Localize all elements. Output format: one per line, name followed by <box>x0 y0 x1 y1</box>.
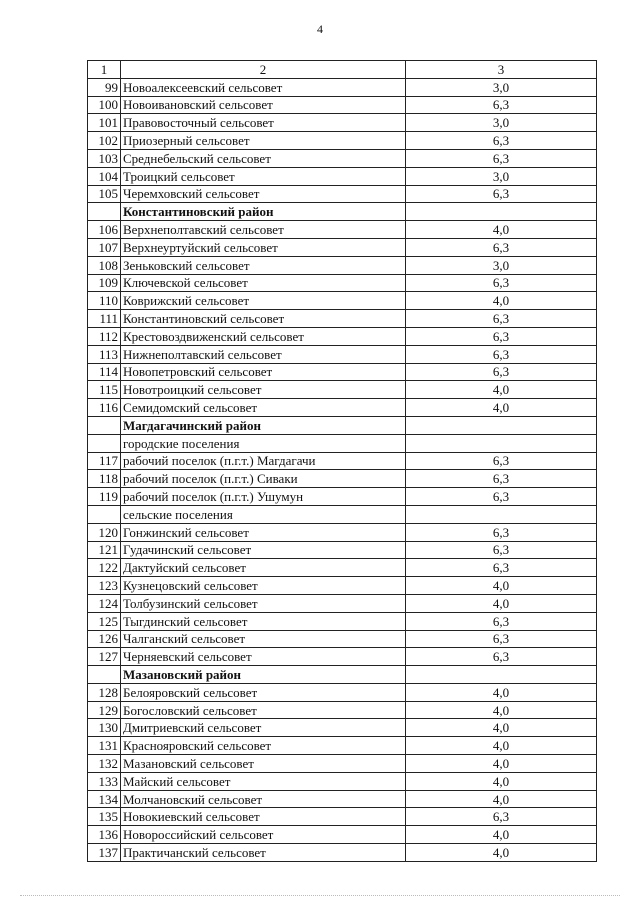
settlement-name: Константиновский сельсовет <box>121 310 406 328</box>
rate-value: 6,3 <box>406 132 597 150</box>
row-number: 122 <box>88 559 121 577</box>
table-row <box>88 96 597 114</box>
row-number: 124 <box>88 594 121 612</box>
table-row <box>88 167 597 185</box>
row-number: 127 <box>88 648 121 666</box>
table-row <box>88 185 597 203</box>
header-col-3: 3 <box>406 61 597 79</box>
settlement-name: Новотроицкий сельсовет <box>121 381 406 399</box>
settlement-name: рабочий поселок (п.г.т.) Магдагачи <box>121 452 406 470</box>
subheader-row <box>88 434 597 452</box>
table-row <box>88 844 597 862</box>
rate-value: 6,3 <box>406 185 597 203</box>
settlement-name: Кузнецовский сельсовет <box>121 577 406 595</box>
table-row <box>88 488 597 506</box>
table-row <box>88 826 597 844</box>
table-row <box>88 701 597 719</box>
settlement-name: Краснояровский сельсовет <box>121 737 406 755</box>
row-number: 113 <box>88 345 121 363</box>
table-row <box>88 683 597 701</box>
row-number: 106 <box>88 221 121 239</box>
row-number: 135 <box>88 808 121 826</box>
rate-value: 4,0 <box>406 221 597 239</box>
settlement-name: Богословский сельсовет <box>121 701 406 719</box>
rate-value: 3,0 <box>406 167 597 185</box>
settlement-name: рабочий поселок (п.г.т.) Ушумун <box>121 488 406 506</box>
table-row <box>88 594 597 612</box>
settlement-name: Молчановский сельсовет <box>121 790 406 808</box>
table-row <box>88 737 597 755</box>
rate-value: 6,3 <box>406 149 597 167</box>
row-number: 126 <box>88 630 121 648</box>
rate-value: 6,3 <box>406 559 597 577</box>
row-number <box>88 416 121 434</box>
settlement-name: Мазановский сельсовет <box>121 755 406 773</box>
table-row <box>88 292 597 310</box>
settlement-name: рабочий поселок (п.г.т.) Сиваки <box>121 470 406 488</box>
table-row <box>88 470 597 488</box>
rate-value <box>406 416 597 434</box>
row-number: 104 <box>88 167 121 185</box>
row-number: 107 <box>88 238 121 256</box>
row-number: 105 <box>88 185 121 203</box>
rate-value: 4,0 <box>406 790 597 808</box>
table-header-row <box>88 61 597 79</box>
settlement-name: Семидомский сельсовет <box>121 399 406 417</box>
row-number: 108 <box>88 256 121 274</box>
district-name: Константиновский район <box>121 203 406 221</box>
rate-value: 3,0 <box>406 256 597 274</box>
rate-value: 6,3 <box>406 541 597 559</box>
table-row <box>88 755 597 773</box>
header-col-2: 2 <box>121 61 406 79</box>
rate-value: 4,0 <box>406 844 597 862</box>
row-number: 103 <box>88 149 121 167</box>
table-row <box>88 452 597 470</box>
rate-value: 4,0 <box>406 381 597 399</box>
rate-value: 4,0 <box>406 755 597 773</box>
table-row <box>88 648 597 666</box>
row-number: 112 <box>88 327 121 345</box>
settlement-name: Новоивановский сельсовет <box>121 96 406 114</box>
table-row <box>88 345 597 363</box>
table-row <box>88 523 597 541</box>
row-number: 134 <box>88 790 121 808</box>
page-number: 4 <box>317 22 323 36</box>
settlement-name: Зеньковский сельсовет <box>121 256 406 274</box>
table-row <box>88 238 597 256</box>
rate-value: 4,0 <box>406 594 597 612</box>
table-row <box>88 772 597 790</box>
row-number: 110 <box>88 292 121 310</box>
settlement-name: Верхнеполтавский сельсовет <box>121 221 406 239</box>
settlement-name: Коврижский сельсовет <box>121 292 406 310</box>
settlement-name: Майский сельсовет <box>121 772 406 790</box>
table-row <box>88 559 597 577</box>
row-number: 137 <box>88 844 121 862</box>
rate-value: 4,0 <box>406 737 597 755</box>
table-row <box>88 612 597 630</box>
row-number: 120 <box>88 523 121 541</box>
table-row <box>88 221 597 239</box>
settlement-name: Практичанский сельсовет <box>121 844 406 862</box>
settlement-name: Дмитриевский сельсовет <box>121 719 406 737</box>
rate-value: 6,3 <box>406 452 597 470</box>
rate-value: 6,3 <box>406 363 597 381</box>
row-number <box>88 434 121 452</box>
rate-value: 3,0 <box>406 78 597 96</box>
row-number <box>88 505 121 523</box>
table-body <box>88 61 597 862</box>
district-row <box>88 203 597 221</box>
district-name: Магдагачинский район <box>121 416 406 434</box>
table-row <box>88 78 597 96</box>
row-number: 100 <box>88 96 121 114</box>
settlement-name: Черемховский сельсовет <box>121 185 406 203</box>
table-row <box>88 577 597 595</box>
settlement-name: Тыгдинский сельсовет <box>121 612 406 630</box>
rate-value: 6,3 <box>406 274 597 292</box>
rate-value: 6,3 <box>406 96 597 114</box>
row-number: 119 <box>88 488 121 506</box>
rate-value: 6,3 <box>406 310 597 328</box>
subheader-label: городские поселения <box>121 434 406 452</box>
rate-value: 3,0 <box>406 114 597 132</box>
district-row <box>88 416 597 434</box>
header-col-1: 1 <box>88 61 121 79</box>
row-number: 114 <box>88 363 121 381</box>
rate-value <box>406 203 597 221</box>
rate-value: 4,0 <box>406 399 597 417</box>
rate-value <box>406 434 597 452</box>
rate-value: 4,0 <box>406 772 597 790</box>
rate-value: 4,0 <box>406 577 597 595</box>
rate-value: 4,0 <box>406 701 597 719</box>
settlement-name: Ключевской сельсовет <box>121 274 406 292</box>
settlement-name: Новокиевский сельсовет <box>121 808 406 826</box>
rate-value: 6,3 <box>406 238 597 256</box>
district-row <box>88 666 597 684</box>
row-number <box>88 666 121 684</box>
rate-value <box>406 666 597 684</box>
table-row <box>88 327 597 345</box>
settlement-name: Среднебельский сельсовет <box>121 149 406 167</box>
settlement-name: Чалганский сельсовет <box>121 630 406 648</box>
rate-value: 6,3 <box>406 523 597 541</box>
table-row <box>88 630 597 648</box>
district-name: Мазановский район <box>121 666 406 684</box>
settlement-name: Крестовоздвиженский сельсовет <box>121 327 406 345</box>
rate-value: 6,3 <box>406 808 597 826</box>
rate-value: 4,0 <box>406 719 597 737</box>
rate-value: 6,3 <box>406 612 597 630</box>
settlement-name: Правовосточный сельсовет <box>121 114 406 132</box>
row-number: 132 <box>88 755 121 773</box>
row-number: 102 <box>88 132 121 150</box>
rate-value: 6,3 <box>406 648 597 666</box>
table-row <box>88 790 597 808</box>
table-row <box>88 114 597 132</box>
rate-value: 4,0 <box>406 292 597 310</box>
row-number: 123 <box>88 577 121 595</box>
settlement-name: Черняевский сельсовет <box>121 648 406 666</box>
table-row <box>88 310 597 328</box>
row-number: 121 <box>88 541 121 559</box>
table-row <box>88 719 597 737</box>
subheader-row <box>88 505 597 523</box>
settlement-name: Новоалексеевский сельсовет <box>121 78 406 96</box>
row-number: 117 <box>88 452 121 470</box>
row-number: 109 <box>88 274 121 292</box>
rates-table <box>87 60 597 862</box>
table-row <box>88 256 597 274</box>
row-number: 125 <box>88 612 121 630</box>
table-row <box>88 399 597 417</box>
row-number: 136 <box>88 826 121 844</box>
row-number <box>88 203 121 221</box>
row-number: 130 <box>88 719 121 737</box>
rate-value: 6,3 <box>406 345 597 363</box>
rate-value: 6,3 <box>406 327 597 345</box>
table-row <box>88 132 597 150</box>
settlement-name: Белояровский сельсовет <box>121 683 406 701</box>
table-row <box>88 363 597 381</box>
row-number: 101 <box>88 114 121 132</box>
table-row <box>88 541 597 559</box>
table-row <box>88 808 597 826</box>
row-number: 111 <box>88 310 121 328</box>
rate-value: 6,3 <box>406 630 597 648</box>
settlement-name: Нижнеполтавский сельсовет <box>121 345 406 363</box>
settlement-name: Гудачинский сельсовет <box>121 541 406 559</box>
rate-value <box>406 505 597 523</box>
subheader-label: сельские поселения <box>121 505 406 523</box>
settlement-name: Приозерный сельсовет <box>121 132 406 150</box>
row-number: 116 <box>88 399 121 417</box>
settlement-name: Верхнеуртуйский сельсовет <box>121 238 406 256</box>
settlement-name: Гонжинский сельсовет <box>121 523 406 541</box>
row-number: 128 <box>88 683 121 701</box>
row-number: 133 <box>88 772 121 790</box>
settlement-name: Троицкий сельсовет <box>121 167 406 185</box>
settlement-name: Дактуйский сельсовет <box>121 559 406 577</box>
table-row <box>88 149 597 167</box>
rate-value: 4,0 <box>406 826 597 844</box>
rate-value: 4,0 <box>406 683 597 701</box>
scan-edge-marks <box>20 895 620 897</box>
row-number: 99 <box>88 78 121 96</box>
rate-value: 6,3 <box>406 470 597 488</box>
rate-value: 6,3 <box>406 488 597 506</box>
row-number: 131 <box>88 737 121 755</box>
row-number: 118 <box>88 470 121 488</box>
row-number: 129 <box>88 701 121 719</box>
settlement-name: Толбузинский сельсовет <box>121 594 406 612</box>
settlement-name: Новороссийский сельсовет <box>121 826 406 844</box>
row-number: 115 <box>88 381 121 399</box>
table-row <box>88 381 597 399</box>
settlement-name: Новопетровский сельсовет <box>121 363 406 381</box>
table-row <box>88 274 597 292</box>
